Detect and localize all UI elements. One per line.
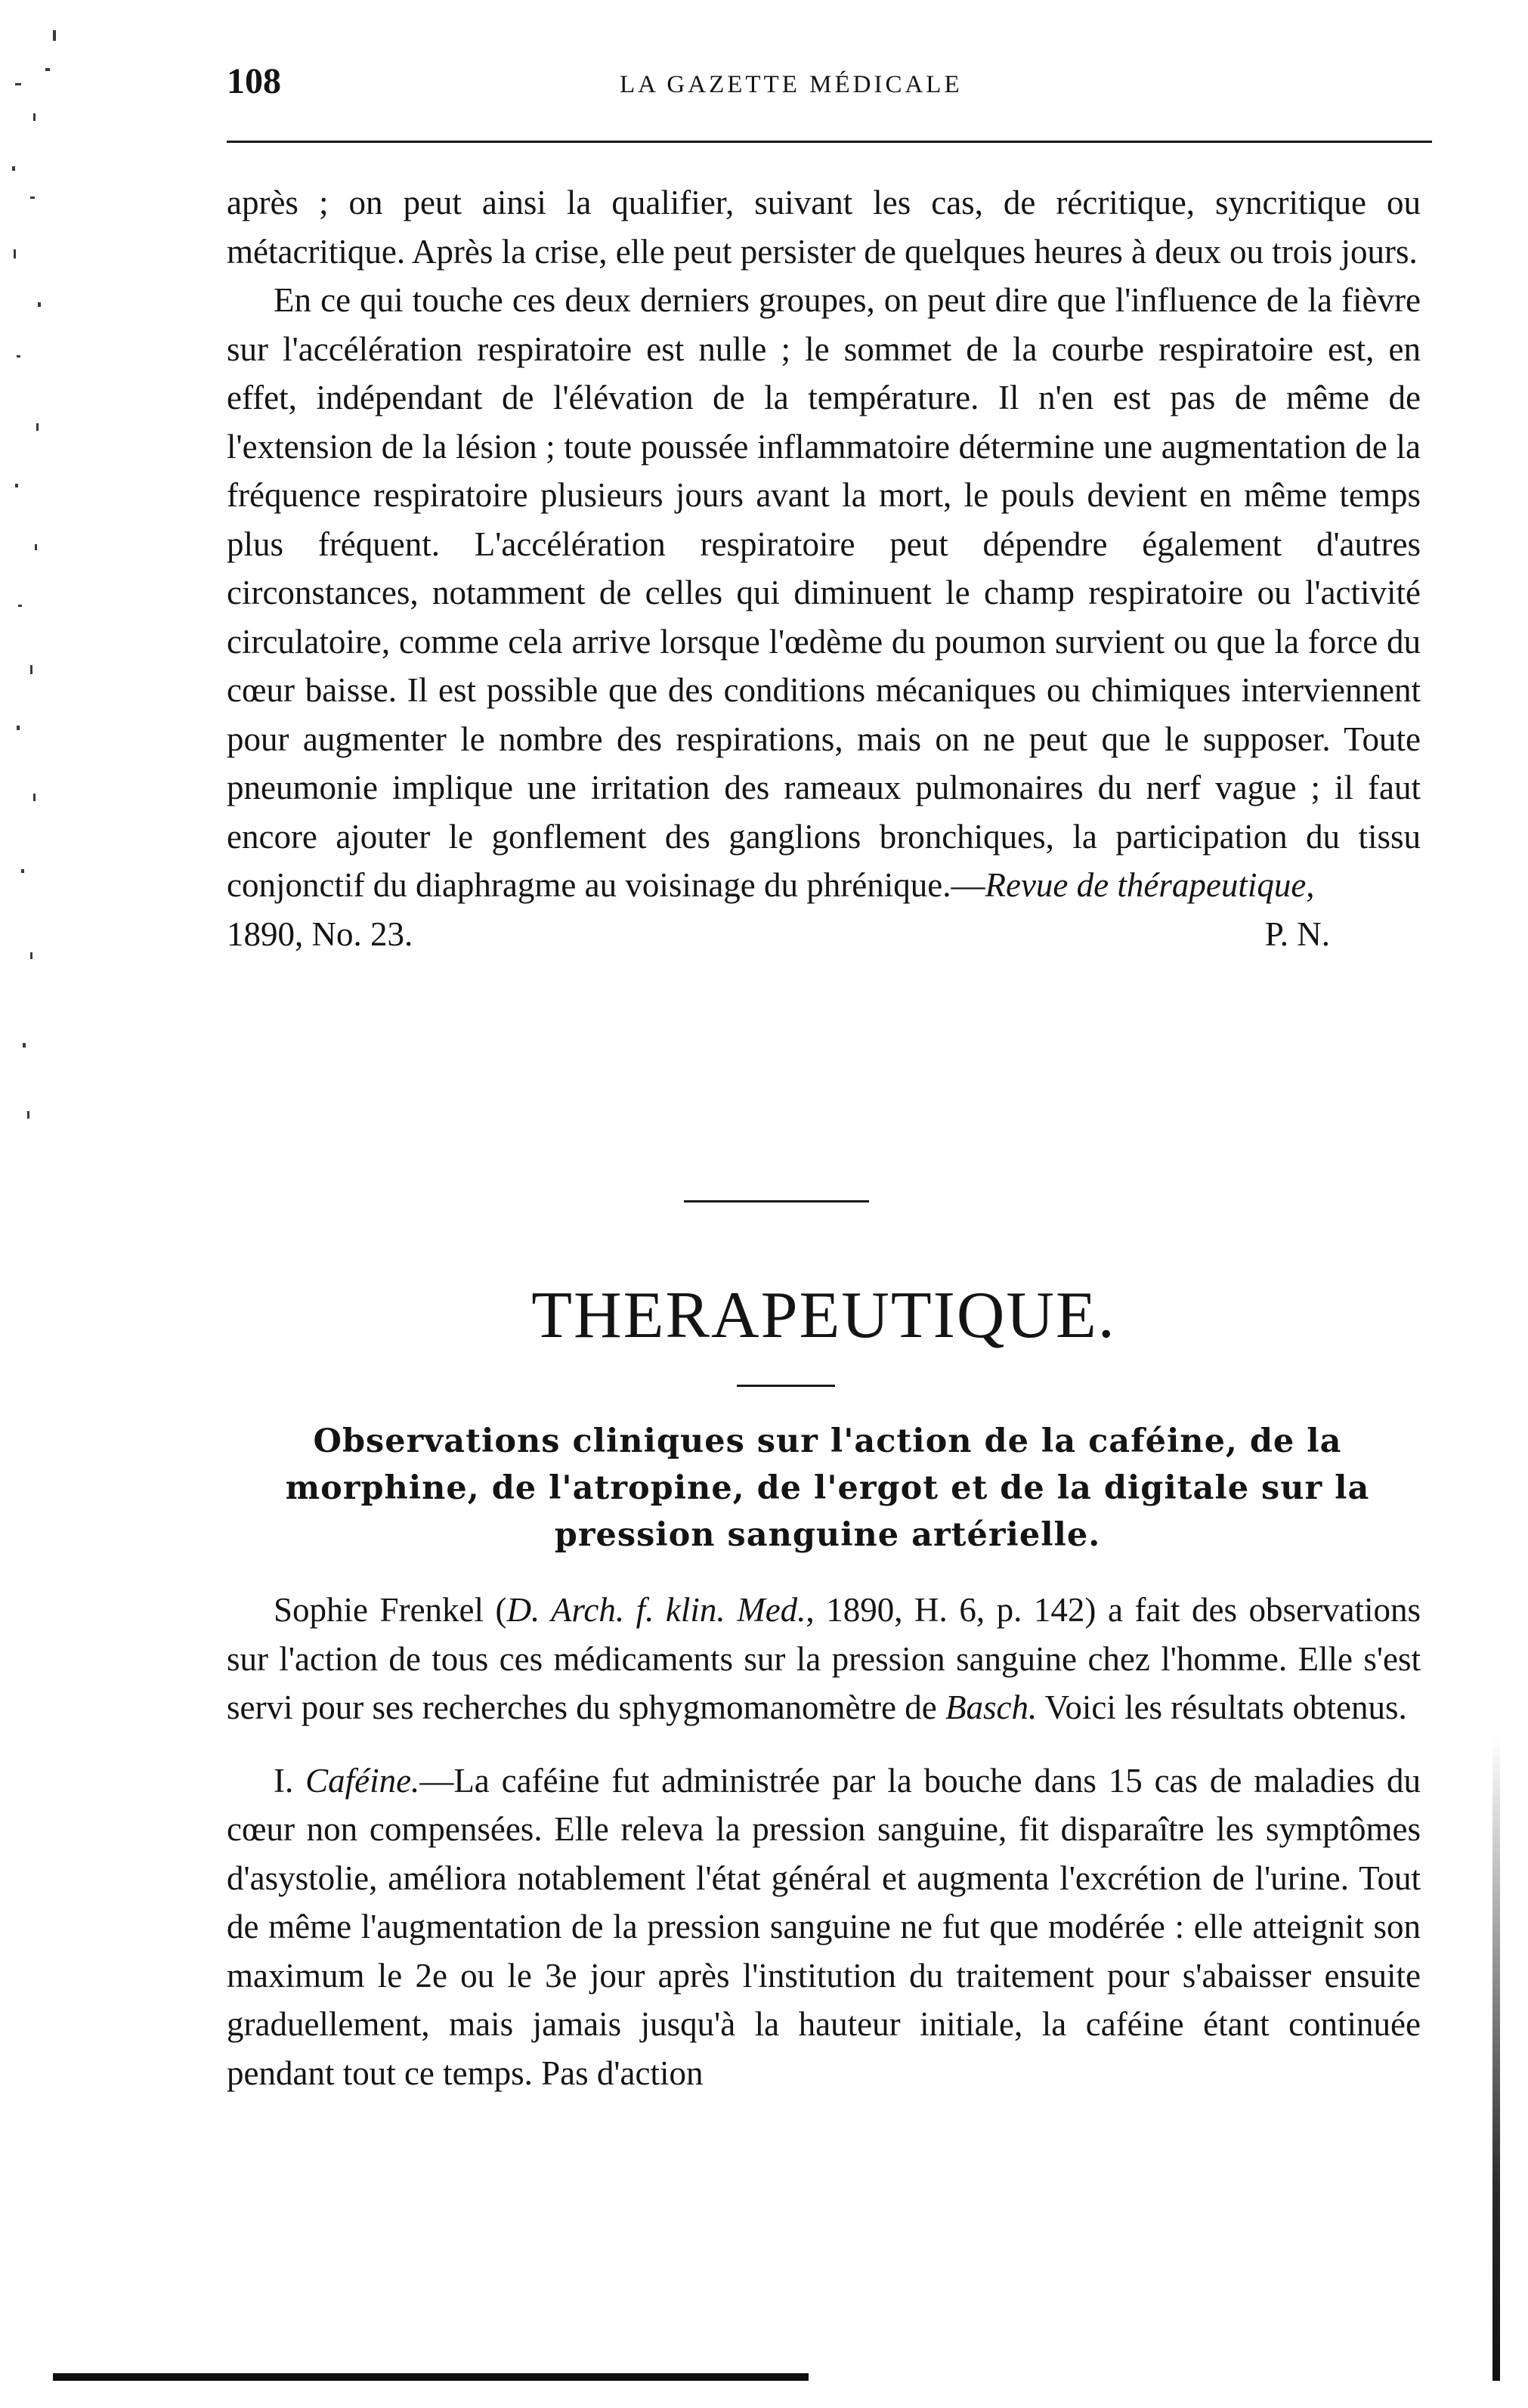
- header-rule: [227, 141, 1432, 143]
- section-label: I.: [274, 1761, 306, 1800]
- source-issue: 1890, No. 23.: [227, 915, 413, 953]
- running-head: LA GAZETTE MÉDICALE: [620, 71, 963, 98]
- author-initials: P. N.: [1264, 915, 1330, 953]
- scan-bottom-edge: [53, 2373, 809, 2381]
- page-header: [227, 60, 1436, 106]
- scan-margin-artifacts: [0, 0, 91, 1209]
- continued-article: [227, 178, 1421, 958]
- citation-line: [227, 910, 1421, 959]
- article-title: Observations cliniques sur l'action de la caféine, de la morphine, de l'atropine, de l'ergot et de la digitale sur la pression sanguine artérielle.: [285, 1422, 1370, 1554]
- caffeine-section: [227, 1756, 1421, 2098]
- paragraph: après ; on peut ainsi la qualifier, suivant les cas, de récritique, syncritique ou métacritique. Après la crise, elle peut persister de quelques heures à deux ou trois jours.: [227, 184, 1421, 271]
- section-title: THERAPEUTIQUE.: [531, 1279, 1116, 1352]
- paragraph: [227, 276, 1421, 910]
- page-number: 108: [227, 61, 281, 101]
- article-body: [227, 1586, 1421, 2097]
- section-heading: Caféine.: [305, 1761, 420, 1800]
- scan-edge-shadow: [1492, 1738, 1500, 2381]
- section-separator: [684, 1200, 869, 1202]
- section-text: —La caféine fut administrée par la bouche dans 15 cas de maladies du cœur non compensées. Elle releva la pression sanguine, fit disparaître les symptômes d'asystolie, améliora notablement l'état général et augmenta l'excrétion de l'urine. Tout de même l'augmentation de la pression sanguine ne fut que modérée : elle atteignit son maximum le 2e ou le 3e jour après l'institution du traitement pour s'abaisser ensuite graduellement, mais jamais jusqu'à la hauteur initiale, la caféine étant continuée pendant tout ce temps. Pas d'action: [227, 1761, 1421, 2092]
- paragraph-text: En ce qui touche ces deux derniers groupes, on peut dire que l'influence de la fièvre sur l'accélération respiratoire est nulle ; le sommet de la courbe respiratoire est, en effet, indépendant de l'élévation de la température. Il n'en est pas de même de l'extension de la lésion ; toute poussée inflammatoire détermine une augmentation de la fréquence respiratoire plusieurs jours avant la mort, le pouls devient en même temps plus fréquent. L'accélération respiratoire peut dépendre également d'autres circonstances, notamment de celles qui diminuent le champ respiratoire ou l'activité circulatoire, comme cela arrive lorsque l'œdème du poumon survient ou que la force du cœur baisse. Il est possible que des conditions mécaniques ou chimiques interviennent pour augmenter le nombre des respirations, mais on ne peut que le supposer. Toute pneumonie implique une irritation des rameaux pulmonaires du nerf vague ; il faut encore ajouter le gonflement des ganglions bronchiques, la participation du tissu conjonctif du diaphragme au voisinage du phrénique.—: [227, 281, 1421, 904]
- instrument-author: Basch.: [945, 1688, 1038, 1726]
- journal-reference: D. Arch. f. klin. Med.: [506, 1591, 806, 1629]
- title-separator: [737, 1385, 835, 1387]
- article-intro: Sophie Frenkel (D. Arch. f. klin. Med., 1890, H. 6, p. 142) a fait des observations sur l'action de tous ces médicaments sur la pression sanguine chez l'homme. Elle s'est servi pour ses recherches du sphygmomanomètre de Basch. Voici les résultats obtenus.: [227, 1591, 1421, 1726]
- source-journal: Revue de thérapeutique,: [985, 866, 1315, 904]
